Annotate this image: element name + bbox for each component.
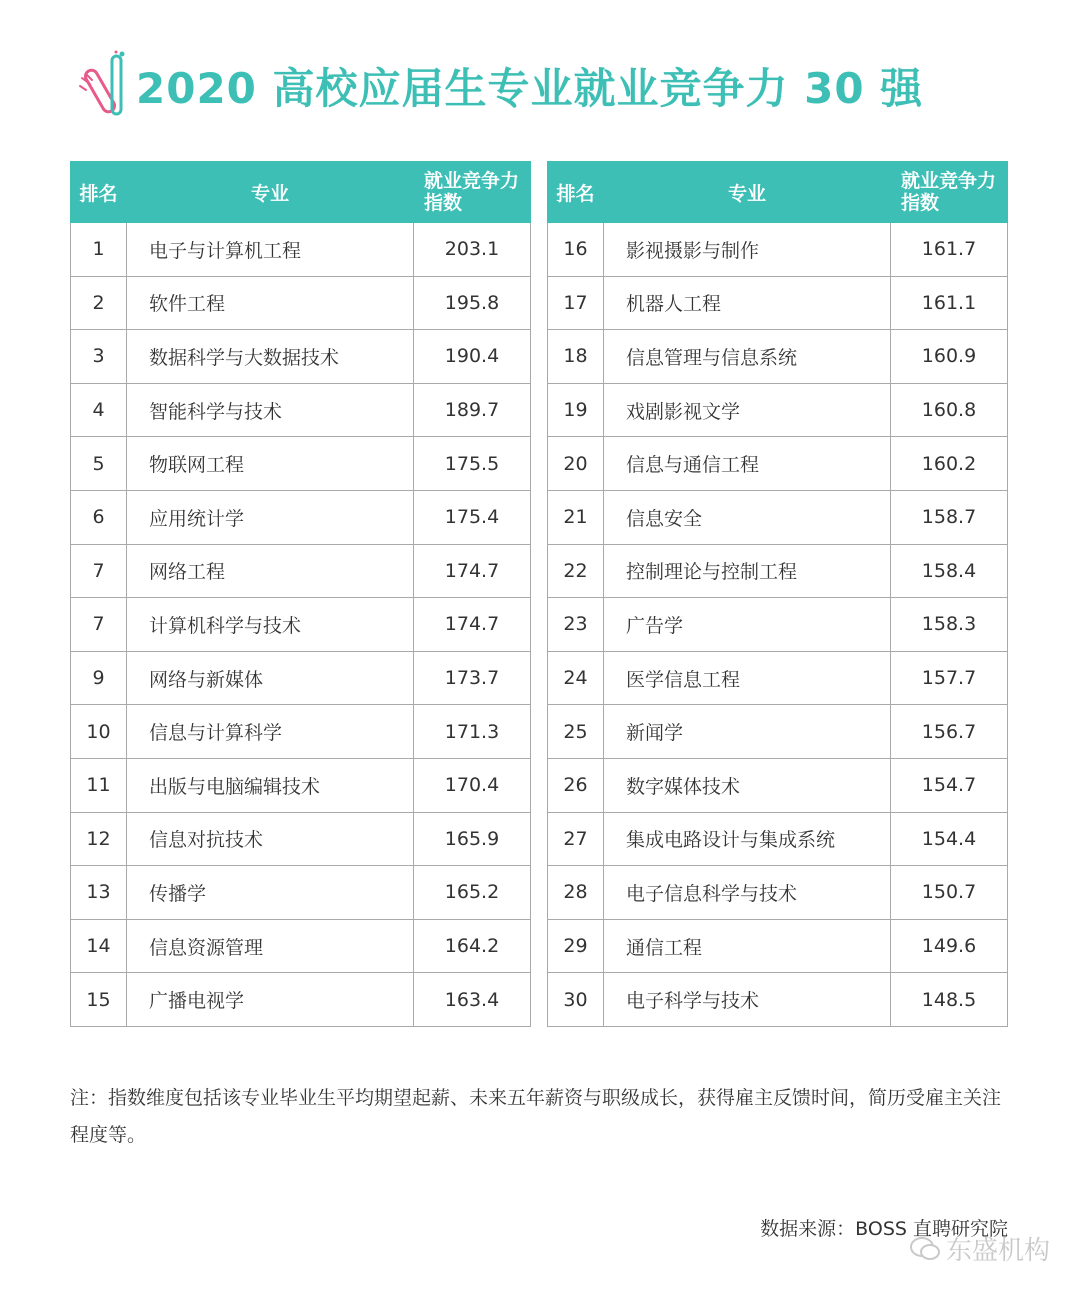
rank-cell: 4 <box>71 383 127 437</box>
major-cell: 计算机科学与技术 <box>127 598 414 652</box>
score-cell: 150.7 <box>891 866 1008 920</box>
rank-cell: 30 <box>548 973 604 1027</box>
score-cell: 158.3 <box>891 598 1008 652</box>
major-cell: 集成电路设计与集成系统 <box>604 812 891 866</box>
footnote: 注：指数维度包括该专业毕业生平均期望起薪、未来五年薪资与职级成长，获得雇主反馈时间，简历受雇主关注程度等。 <box>70 1087 1002 1146</box>
rank-cell: 7 <box>71 598 127 652</box>
rank-cell: 24 <box>548 651 604 705</box>
table-row <box>548 383 1008 437</box>
table-row <box>548 651 1008 705</box>
header-index-line2: 指数 <box>424 192 463 214</box>
rank-cell: 22 <box>548 544 604 598</box>
score-cell: 174.7 <box>414 544 531 598</box>
score-cell: 173.7 <box>414 651 531 705</box>
table-row <box>71 490 531 544</box>
title-area <box>76 46 923 126</box>
score-cell: 189.7 <box>414 383 531 437</box>
major-cell: 信息管理与信息系统 <box>604 330 891 384</box>
rank-cell: 7 <box>71 544 127 598</box>
score-cell: 175.4 <box>414 490 531 544</box>
score-cell: 157.7 <box>891 651 1008 705</box>
header-index-line1: 就业竞争力 <box>424 170 520 192</box>
rank-cell: 25 <box>548 705 604 759</box>
score-cell: 154.7 <box>891 758 1008 812</box>
major-cell: 广播电视学 <box>127 973 414 1027</box>
major-cell: 控制理论与控制工程 <box>604 544 891 598</box>
table-row <box>71 758 531 812</box>
rank-cell: 19 <box>548 383 604 437</box>
score-cell: 161.7 <box>891 223 1008 277</box>
major-cell: 信息对抗技术 <box>127 812 414 866</box>
major-cell: 戏剧影视文学 <box>604 383 891 437</box>
score-cell: 174.7 <box>414 598 531 652</box>
table-row <box>71 598 531 652</box>
ranking-table-left <box>70 161 531 1027</box>
table-row <box>548 705 1008 759</box>
major-cell: 机器人工程 <box>604 276 891 330</box>
watermark-brand-text: 东盛机构 <box>945 1236 1050 1266</box>
rank-cell: 10 <box>71 705 127 759</box>
major-cell: 电子与计算机工程 <box>127 223 414 277</box>
major-cell: 出版与电脑编辑技术 <box>127 758 414 812</box>
table-row <box>71 812 531 866</box>
rank-cell: 15 <box>71 973 127 1027</box>
table-row <box>71 919 531 973</box>
major-cell: 数据科学与大数据技术 <box>127 330 414 384</box>
header-index <box>891 162 1008 223</box>
header-major: 专业 <box>127 162 414 223</box>
table-row <box>71 330 531 384</box>
rank-cell: 27 <box>548 812 604 866</box>
ranking-table-right <box>547 161 1008 1027</box>
major-cell: 医学信息工程 <box>604 651 891 705</box>
major-cell: 电子科学与技术 <box>604 973 891 1027</box>
score-cell: 158.4 <box>891 544 1008 598</box>
table-row <box>548 598 1008 652</box>
major-cell: 信息与通信工程 <box>604 437 891 491</box>
page-title: 2020 高校应届生专业就业竞争力 30 强 <box>136 64 924 113</box>
header-major: 专业 <box>604 162 891 223</box>
major-cell: 电子信息科学与技术 <box>604 866 891 920</box>
table-row <box>71 383 531 437</box>
major-cell: 应用统计学 <box>127 490 414 544</box>
header-index-line2: 指数 <box>901 192 940 214</box>
major-cell: 影视摄影与制作 <box>604 223 891 277</box>
score-cell: 165.2 <box>414 866 531 920</box>
score-cell: 195.8 <box>414 276 531 330</box>
major-cell: 网络工程 <box>127 544 414 598</box>
table-row <box>71 223 531 277</box>
data-source: 数据来源：BOSS 直聘研究院 <box>760 1218 1008 1240</box>
rank-cell: 16 <box>548 223 604 277</box>
table-row <box>71 973 531 1027</box>
table-row <box>548 919 1008 973</box>
score-cell: 160.8 <box>891 383 1008 437</box>
major-cell: 软件工程 <box>127 276 414 330</box>
score-cell: 160.9 <box>891 330 1008 384</box>
table-row <box>548 276 1008 330</box>
test-tube-icon <box>76 50 128 122</box>
rank-cell: 18 <box>548 330 604 384</box>
major-cell: 信息与计算科学 <box>127 705 414 759</box>
major-cell: 物联网工程 <box>127 437 414 491</box>
score-cell: 148.5 <box>891 973 1008 1027</box>
table-row <box>548 544 1008 598</box>
rank-cell: 13 <box>71 866 127 920</box>
table-header-row <box>71 162 531 223</box>
header-index-line1: 就业竞争力 <box>901 170 997 192</box>
score-cell: 160.2 <box>891 437 1008 491</box>
table-row <box>71 276 531 330</box>
major-cell: 信息安全 <box>604 490 891 544</box>
table-row <box>71 437 531 491</box>
major-cell: 数字媒体技术 <box>604 758 891 812</box>
rank-cell: 11 <box>71 758 127 812</box>
rank-cell: 21 <box>548 490 604 544</box>
table-row <box>71 866 531 920</box>
table-row <box>548 866 1008 920</box>
table-row <box>548 437 1008 491</box>
major-cell: 通信工程 <box>604 919 891 973</box>
score-cell: 161.1 <box>891 276 1008 330</box>
score-cell: 163.4 <box>414 973 531 1027</box>
table-row <box>548 223 1008 277</box>
rank-cell: 14 <box>71 919 127 973</box>
rank-cell: 17 <box>548 276 604 330</box>
table-header-row <box>548 162 1008 223</box>
score-cell: 190.4 <box>414 330 531 384</box>
score-cell: 170.4 <box>414 758 531 812</box>
header-index <box>414 162 531 223</box>
wechat-icon <box>910 1236 940 1262</box>
table-row <box>71 651 531 705</box>
rank-cell: 6 <box>71 490 127 544</box>
score-cell: 175.5 <box>414 437 531 491</box>
major-cell: 信息资源管理 <box>127 919 414 973</box>
table-row <box>548 490 1008 544</box>
header-rank: 排名 <box>71 162 127 223</box>
major-cell: 新闻学 <box>604 705 891 759</box>
rank-cell: 12 <box>71 812 127 866</box>
table-row <box>548 330 1008 384</box>
major-cell: 网络与新媒体 <box>127 651 414 705</box>
table-row <box>71 544 531 598</box>
header-rank: 排名 <box>548 162 604 223</box>
rank-cell: 1 <box>71 223 127 277</box>
table-row <box>548 973 1008 1027</box>
score-cell: 158.7 <box>891 490 1008 544</box>
table-row <box>71 705 531 759</box>
table-row <box>548 812 1008 866</box>
score-cell: 149.6 <box>891 919 1008 973</box>
score-cell: 164.2 <box>414 919 531 973</box>
rank-cell: 23 <box>548 598 604 652</box>
watermark-brand <box>910 1230 1050 1267</box>
rank-cell: 3 <box>71 330 127 384</box>
major-cell: 智能科学与技术 <box>127 383 414 437</box>
rank-cell: 29 <box>548 919 604 973</box>
rank-cell: 5 <box>71 437 127 491</box>
rank-cell: 26 <box>548 758 604 812</box>
score-cell: 154.4 <box>891 812 1008 866</box>
rank-cell: 28 <box>548 866 604 920</box>
score-cell: 165.9 <box>414 812 531 866</box>
rank-cell: 2 <box>71 276 127 330</box>
rank-cell: 9 <box>71 651 127 705</box>
major-cell: 传播学 <box>127 866 414 920</box>
score-cell: 171.3 <box>414 705 531 759</box>
table-row <box>548 758 1008 812</box>
score-cell: 156.7 <box>891 705 1008 759</box>
rank-cell: 20 <box>548 437 604 491</box>
major-cell: 广告学 <box>604 598 891 652</box>
score-cell: 203.1 <box>414 223 531 277</box>
